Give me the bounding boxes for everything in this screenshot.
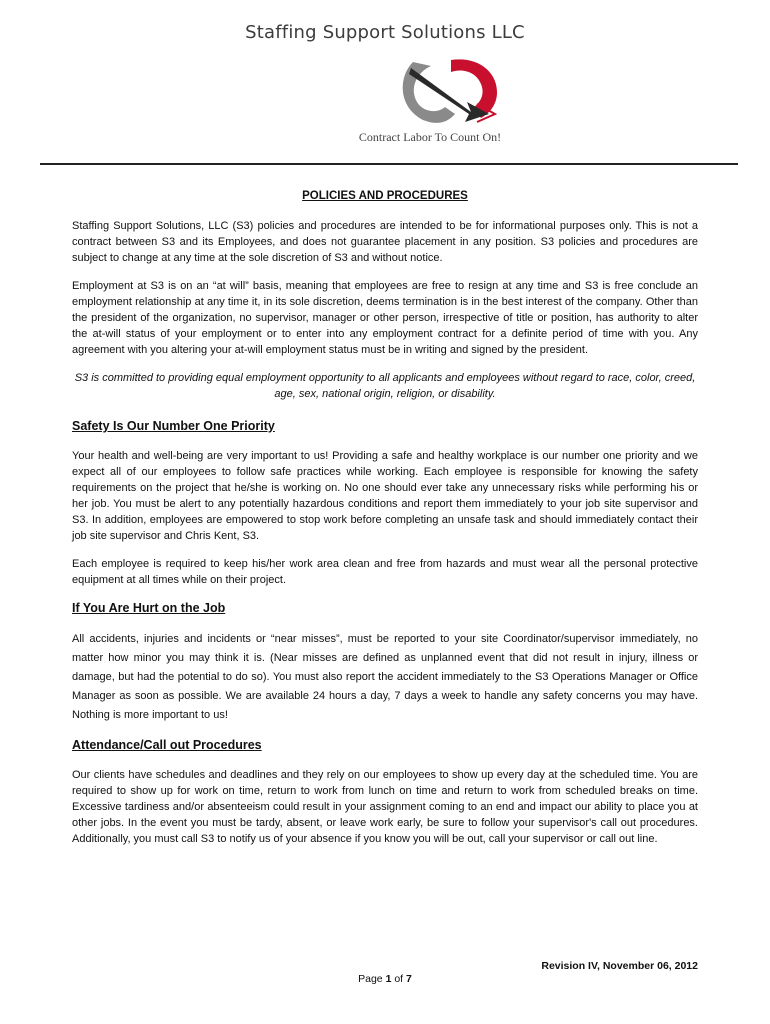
company-name: Staffing Support Solutions LLC [245,22,525,43]
s3-swirl-arrow-logo-icon [393,52,513,134]
ppe-paragraph: Each employee is required to keep his/her work area clean and free from hazards and must wear all the personal protective equipment at all times while on their project. [72,558,698,586]
document-body [72,188,698,859]
hurt-paragraph: All accidents, injuries and incidents or “near misses”, must be reported to your site Coordinator/supervisor immediately, no matter how minor you may think it is. (Near misses are defined as unplanned event that did not result in injury, illness or damage, but had the potential to do so). You must also report the accident immediately to the S3 Operations Manager or Office Manager as soon as possible. We are available 24 hours a day, 7 days a week to handle any safety concerns you may have. Nothing is more important to us! [72,633,698,721]
page-number [0,973,770,985]
document-title: POLICIES AND PROCEDURES [302,190,468,202]
eeo-statement: S3 is committed to providing equal employment opportunity to all applicants and employees without regard to race, color, creed, age, sex, national origin, religion, or disability. [74,372,696,400]
tagline: Contract Labor To Count On! [358,130,502,144]
page-prefix: Page [358,973,386,985]
safety-paragraph: Your health and well-being are very important to us! Providing a safe and healthy workplace is our number one priority and we expect all of our employees to follow safe practices while working. Each employee is responsible for knowing the safety requirements on the project that he/she is working on. No one should ever take any unnecessary risks while performing his or her job. You must be alert to any potentially hazardous conditions and report them immediately to your job site supervisor and S3. In addition, employees are empowered to stop work before completing an unsafe task and should immediately contact their job site supervisor and Chris Kent, S3. [72,450,698,542]
page-of: of [391,973,407,985]
at-will-paragraph: Employment at S3 is on an “at will” basis, meaning that employees are free to resign at any time and S3 is free conclude an employment relationship at any time it, in its sole discretion, deems termination is in the best interest of the company. Other than the president of the organization, no supervisor, manager or other person, irrespective of title or position, has authority to alter the at-will status of your employment or to enter into any employment contract for a definite period of time with you. Any agreement with you altering your at-will employment status must be in writing and signed by the president. [72,280,698,356]
revision-label: Revision IV, November 06, 2012 [541,960,698,972]
page-total: 7 [406,973,412,985]
intro-paragraph: Staffing Support Solutions, LLC (S3) policies and procedures are intended to be for informational purposes only. This is not a contract between S3 and its Employees, and does not guarantee placement in any position. S3 policies and procedures are subject to change at any time at the sole discretion of S3 and without notice. [72,220,698,264]
attendance-heading: Attendance/Call out Procedures [72,738,262,752]
page-current: 1 [385,973,392,985]
header-divider [40,163,738,165]
hurt-heading: If You Are Hurt on the Job [72,601,226,615]
safety-heading: Safety Is Our Number One Priority [72,419,275,433]
attendance-paragraph: Our clients have schedules and deadlines and they rely on our employees to show up every day at the scheduled time. You are required to show up for work on time, return to work from lunch on time and return to work from scheduled breaks on time. Excessive tardiness and/or absenteeism could result in your assignment coming to an end and impact our ability to place you at other jobs. In the event you must be tardy, absent, or leave work early, be sure to follow your supervisor's call out procedures. Additionally, you must call S3 to notify us of your absence if you know you will be out, call your supervisor or call out line. [72,769,698,845]
